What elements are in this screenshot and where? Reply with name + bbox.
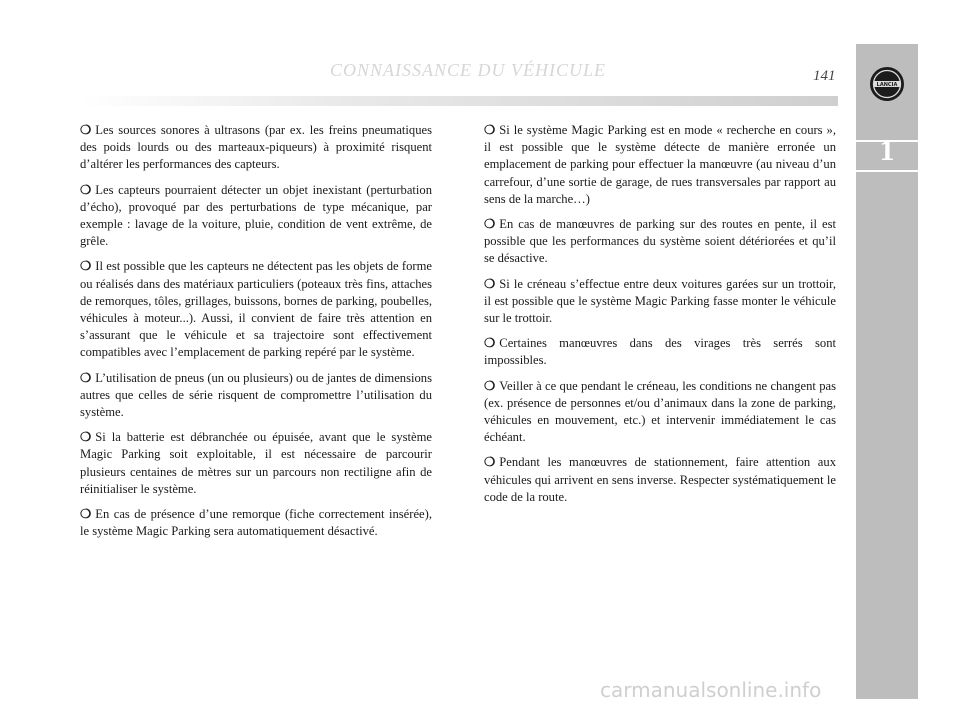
bullet-item <box>80 122 432 174</box>
bullet-text: Pendant les manœuvres de stationnement, faire attention aux véhicules qui arrivent en sens inverse. Respecter systématiquement le code de la route. <box>484 455 836 504</box>
bullet-icon: ❍ <box>484 217 496 232</box>
chapter-side-tab <box>856 44 918 699</box>
bullet-icon: ❍ <box>80 182 92 197</box>
bullet-icon: ❍ <box>484 336 496 351</box>
bullet-icon: ❍ <box>80 507 92 522</box>
bullet-text: En cas de présence d’une remorque (fiche correctement insérée), le système Magic Parking sera automatiquement désactivé. <box>80 507 432 539</box>
bullet-text: Si la batterie est débranchée ou épuisée, avant que le système Magic Parking soit exploitable, il est nécessaire de parcourir plusieurs centaines de mètres sur un parcours non rectiligne afin de réinitialiser le système. <box>80 430 432 496</box>
logo-box <box>856 44 918 124</box>
page-header-title: CONNAISSANCE DU VÉHICULE <box>330 60 606 80</box>
bullet-icon: ❍ <box>80 370 92 385</box>
bullet-text: Si le créneau s’effectue entre deux voitures garées sur un trottoir, il est possible que le système Magic Parking fasse monter le véhicule sur le trottoir. <box>484 276 836 326</box>
chapter-number: 1 <box>879 134 895 167</box>
bullet-icon: ❍ <box>80 123 92 137</box>
bullet-item <box>484 276 836 328</box>
bullet-text: Il est possible que les capteurs ne détectent pas les objets de forme ou réalisés dans des matériaux particuliers (poteaux très fins, attaches de remorques, tôles, grillages, buissons, bornes de parking, poubelles, véhicules à moteur...). Aussi, il convient de faire très attention en s’assurant que le véhicule et sa trajectoire sont effectivement compatibles avec l’emplacement de parking repéré par le système. <box>80 259 432 360</box>
header-rule <box>78 96 838 106</box>
page-number: 141 <box>813 68 836 84</box>
bullet-item <box>80 258 432 361</box>
bullet-text: L’utilisation de pneus (un ou plusieurs) ou de jantes de dimensions autres que celles de série risquent de compromettre l’utilisation du système. <box>80 370 432 420</box>
bullet-item <box>80 182 432 251</box>
bullet-item <box>484 378 836 447</box>
bullet-icon: ❍ <box>484 123 496 137</box>
bullet-item <box>484 454 836 506</box>
bullet-icon: ❍ <box>80 430 92 445</box>
bullet-text: Veiller à ce que pendant le créneau, les conditions ne changent pas (ex. présence de personnes et/ou d’animaux dans la zone de parking, véhicules en mouvement, etc.) et intervenir immédiatement le cas échéant. <box>484 378 836 445</box>
watermark: carmanualsonline.info <box>600 678 822 702</box>
bullet-icon: ❍ <box>80 259 92 274</box>
bullet-text: Si le système Magic Parking est en mode « recherche en cours », il est possible que le système détecte de manière erronée un emplacement de parking pour effectuer la manœuvre (au niveau d’un carrefour, d’une sortie de garage, de rues transversales par rapport au sens de la marche…) <box>484 123 836 206</box>
bullet-item <box>484 122 836 208</box>
bullet-text: Les sources sonores à ultrasons (par ex. les freins pneumatiques des poids lourds ou des marteaux-piqueurs) à proximité risquent d’altérer les performances des capteurs. <box>80 123 432 172</box>
bullet-text: Les capteurs pourraient détecter un objet inexistant (perturbation d’écho), provoqué par des perturbations de type mécanique, par exemple : lavage de la voiture, pluie, condition de vent extrême, de grêle. <box>80 182 432 249</box>
bullet-icon: ❍ <box>484 378 496 393</box>
bullet-item <box>80 506 432 540</box>
bullet-item <box>80 370 432 422</box>
right-column <box>484 122 836 514</box>
bullet-icon: ❍ <box>484 455 496 470</box>
bullet-item <box>484 335 836 369</box>
bullet-item <box>80 429 432 498</box>
logo-text: LANCIA <box>876 82 898 89</box>
left-column <box>80 122 432 548</box>
bullet-text: Certaines manœuvres dans des virages très serrés sont impossibles. <box>484 336 836 368</box>
bullet-icon: ❍ <box>484 276 496 291</box>
lancia-logo-icon <box>869 66 905 102</box>
bullet-item <box>484 216 836 268</box>
bullet-text: En cas de manœuvres de parking sur des routes en pente, il est possible que les performances du système soient détériorées et qu’il se désactive. <box>484 217 836 266</box>
tab-separator-lower <box>856 170 918 172</box>
